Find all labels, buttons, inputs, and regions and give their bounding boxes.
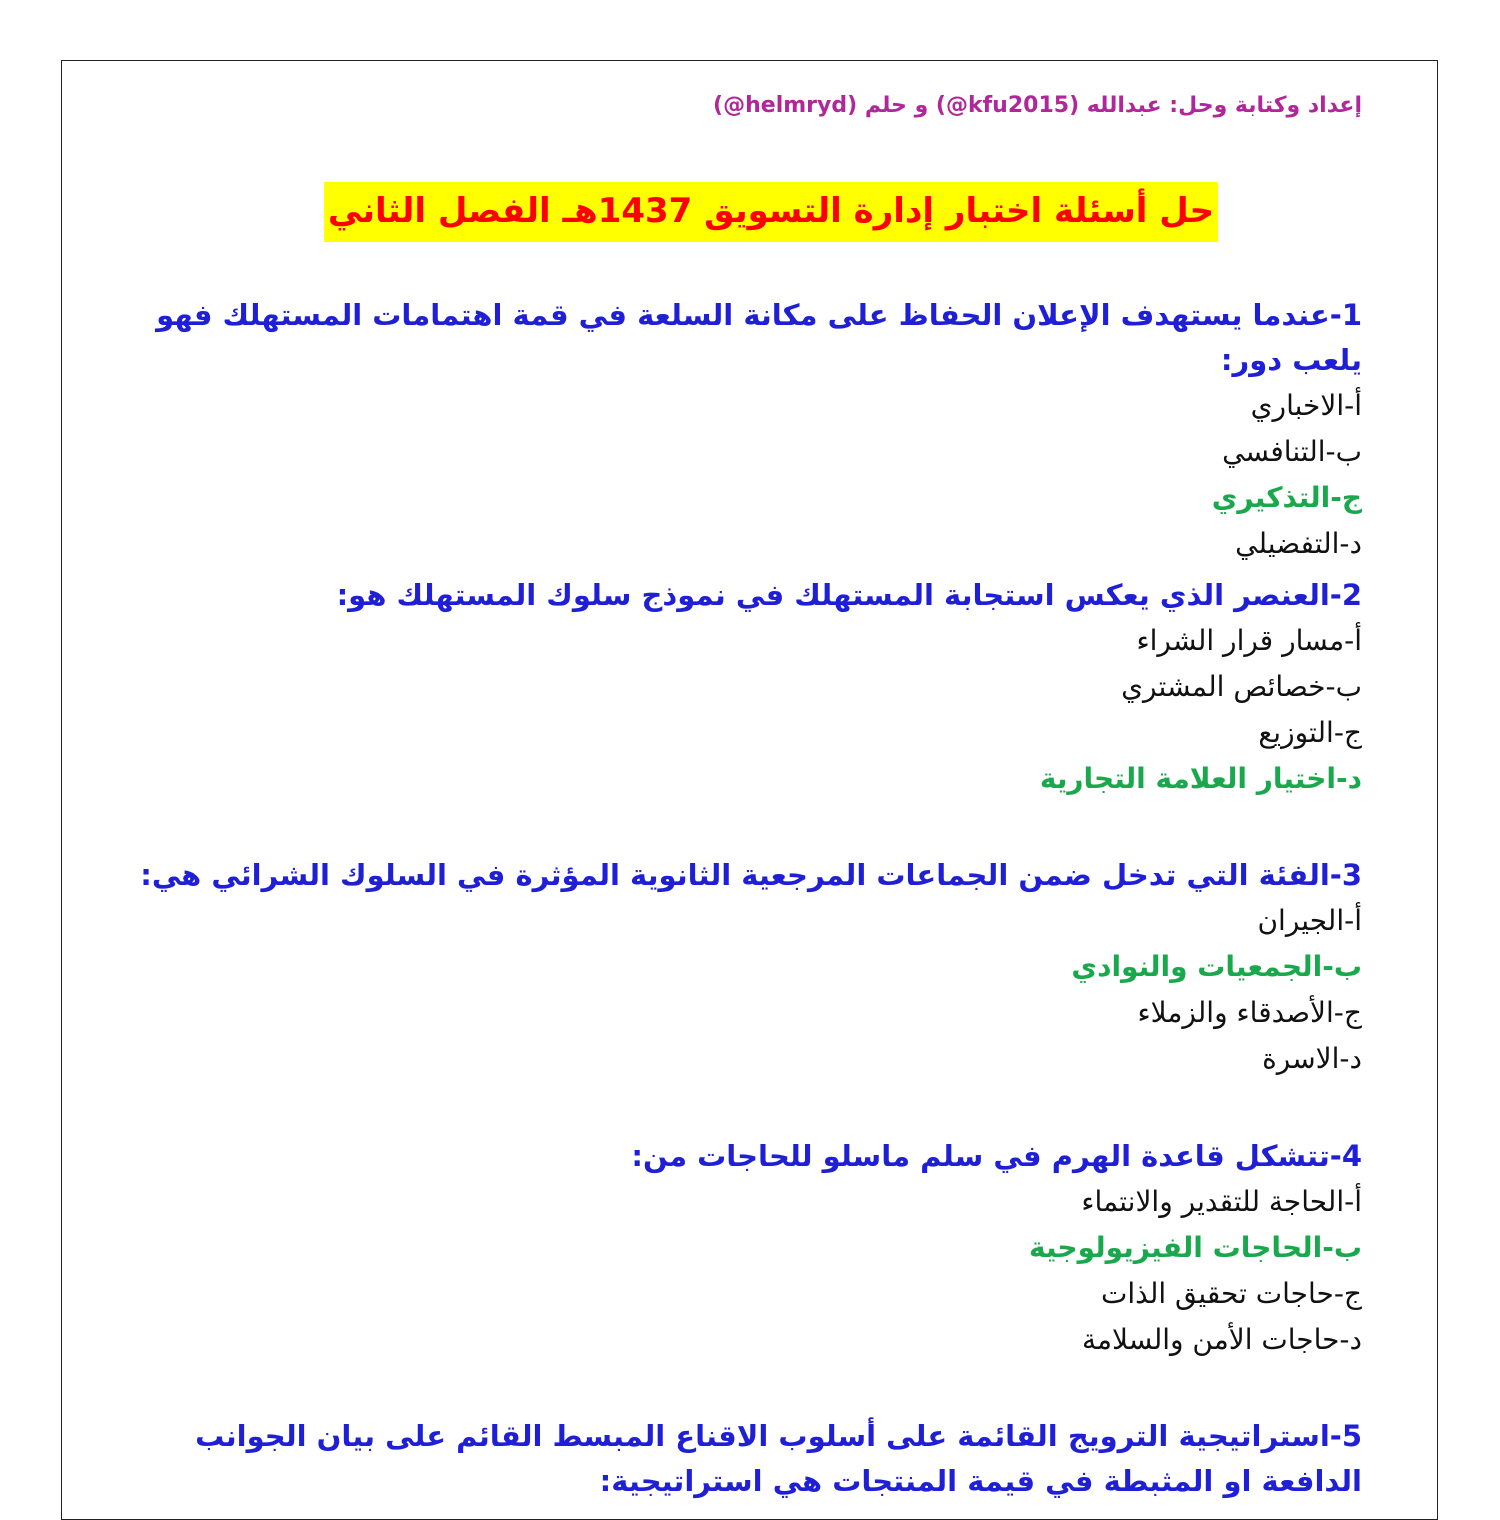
question-text: 1-عندما يستهدف الإعلان الحفاظ على مكانة السلعة في قمة اهتمامات المستهلك فهو يلعب دور:: [156, 298, 1362, 377]
option-b-correct: ب-الحاجات الفيزيولوجية: [1029, 1231, 1362, 1264]
question-text: 2-العنصر الذي يعكس استجابة المستهلك في نموذج سلوك المستهلك هو:: [336, 578, 1362, 612]
question-1: [100, 293, 1362, 567]
question-2: [100, 573, 1362, 802]
option-d-correct: د-اختيار العلامة التجارية: [1039, 762, 1362, 795]
option-b: ب-خصائص المشتري: [1121, 670, 1362, 703]
option-d: د-التفضيلي: [1235, 527, 1362, 560]
question-4: [100, 1134, 1362, 1363]
option-a: أ-الاخباري: [1250, 389, 1362, 422]
option-a: أ-الحاجة للتقدير والانتماء: [1081, 1185, 1362, 1218]
option-c: ج-الأصدقاء والزملاء: [1137, 996, 1362, 1029]
question-text: 3-الفئة التي تدخل ضمن الجماعات المرجعية الثانوية المؤثرة في السلوك الشرائي هي:: [140, 858, 1362, 892]
option-d: د-حاجات الأمن والسلامة: [1082, 1323, 1362, 1356]
option-b-correct: ب-الجمعيات والنوادي: [1071, 950, 1362, 983]
option-d: د-الاسرة: [1262, 1042, 1362, 1075]
option-a: أ-الجيران: [1257, 904, 1362, 937]
option-c: ج-التوزيع: [1258, 716, 1362, 749]
author-credit: إعداد وكتابة وحل: عبدالله (kfu2015@) و حلم (helmryd@): [713, 93, 1362, 118]
option-c: ج-حاجات تحقيق الذات: [1101, 1277, 1362, 1310]
question-3: [100, 853, 1362, 1082]
title-container: [100, 182, 1362, 242]
option-a: أ-مسار قرار الشراء: [1136, 624, 1362, 657]
option-b: ب-التنافسي: [1222, 435, 1362, 468]
question-5: [100, 1414, 1362, 1504]
option-c-correct: ج-التذكيري: [1211, 481, 1362, 514]
question-text: 4-تتشكل قاعدة الهرم في سلم ماسلو للحاجات من:: [631, 1139, 1362, 1173]
question-text: 5-استراتيجية الترويج القائمة على أسلوب الاقناع المبسط القائم على بيان الجوانب الدافعة او المثبطة في قيمة المنتجات هي استراتيجية:: [195, 1419, 1362, 1498]
document-title: حل أسئلة اختبار إدارة التسويق 1437هـ الفصل الثاني: [324, 182, 1218, 242]
